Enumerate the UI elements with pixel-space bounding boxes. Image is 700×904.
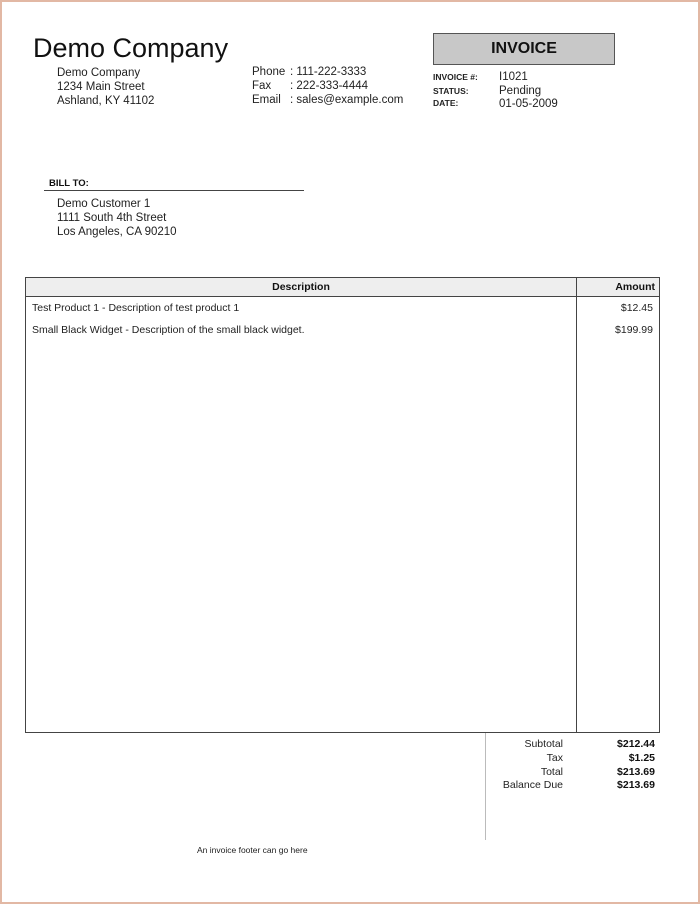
invoice-heading: INVOICE: [433, 33, 615, 65]
email-label: Email: [252, 94, 281, 106]
balance-due-value: $213.69: [617, 779, 655, 791]
subtotal-label: Subtotal: [524, 738, 563, 750]
filler-cell: [577, 341, 660, 733]
email-value: : sales@example.com: [290, 94, 404, 106]
invoice-date-label: DATE:: [433, 98, 459, 108]
bill-to-address: [57, 197, 177, 239]
company-street: 1234 Main Street: [57, 81, 145, 93]
bill-to-label: BILL TO:: [49, 178, 89, 189]
company-contact: [252, 65, 403, 107]
description-header: Description: [26, 278, 577, 297]
fax-row: [252, 79, 403, 93]
table-row: [26, 297, 660, 320]
item-description: Small Black Widget - Description of the small black widget.: [32, 324, 305, 336]
filler-cell: [26, 341, 577, 733]
phone-value: : 111-222-3333: [290, 66, 367, 78]
table-header-row: [26, 278, 660, 297]
line-items-table: [25, 277, 660, 733]
table-row: [26, 319, 660, 341]
company-address: [57, 66, 154, 108]
company-name: Demo Company: [57, 67, 141, 79]
total-label: Total: [540, 766, 563, 778]
fax-label: Fax: [252, 80, 272, 92]
tax-value: $1.25: [628, 752, 655, 764]
invoice-date: 01-05-2009: [499, 98, 558, 110]
fax-value: : 222-333-4444: [290, 80, 369, 92]
invoice-number-label: INVOICE #:: [433, 72, 478, 82]
subtotal-value: $212.44: [617, 738, 655, 750]
amount-header: Amount: [577, 278, 660, 297]
invoice-footer: An invoice footer can go here: [197, 845, 308, 855]
company-title: Demo Company: [33, 33, 229, 63]
phone-row: [252, 65, 403, 79]
invoice-number: I1021: [499, 71, 528, 83]
email-row: [252, 93, 403, 107]
bill-to-divider: [44, 190, 304, 191]
item-amount: $12.45: [577, 297, 660, 320]
customer-street: 1111 South 4th Street: [57, 212, 167, 224]
table-filler-row: [26, 341, 660, 733]
balance-due-label: Balance Due: [502, 779, 563, 791]
customer-city: Los Angeles, CA 90210: [57, 226, 177, 238]
tax-label: Tax: [546, 752, 563, 764]
item-description: Test Product 1 - Description of test product 1: [32, 302, 240, 314]
total-value: $213.69: [617, 766, 655, 778]
customer-name: Demo Customer 1: [57, 198, 151, 210]
item-amount: $199.99: [577, 319, 660, 341]
invoice-status: Pending: [499, 85, 542, 97]
invoice-status-label: STATUS:: [433, 86, 469, 96]
phone-label: Phone: [252, 66, 286, 78]
company-city: Ashland, KY 41102: [57, 95, 155, 107]
